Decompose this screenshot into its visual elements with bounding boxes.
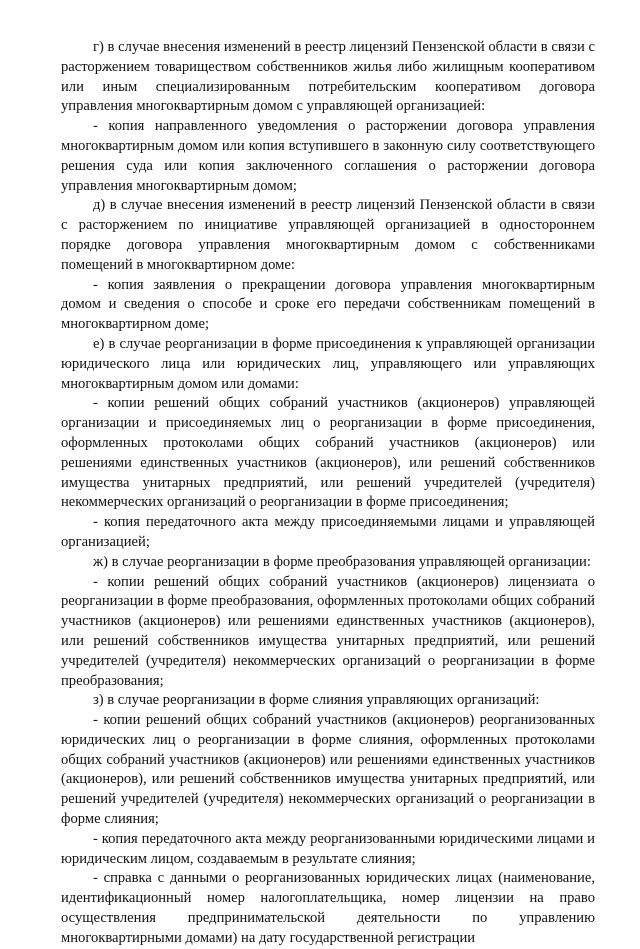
- paragraph-item-e-transfer-act: - копия передаточного акта между присоединяемыми лицами и управляющей организацией;: [61, 514, 595, 550]
- paragraph-item-e: е) в случае реорганизации в форме присоединения к управляющей организации юридического лица или юридических лиц, управляющего или управляющих многоквартирным домом или домами:: [61, 335, 595, 392]
- paragraph-item-z-transfer-act: - копия передаточного акта между реорганизованными юридическими лицами и юридическим лицом, создаваемым в результате слияния;: [61, 830, 595, 867]
- document-page: [61, 38, 595, 949]
- paragraph-item-zh: ж) в случае реорганизации в форме преобразования управляющей организации:: [93, 553, 591, 570]
- paragraph-item-d: д) в случае внесения изменений в реестр лицензий Пензенской области в связи с расторжением по инициативе управляющей организацией в одностороннем порядке договора управления многоквартирным домом с собственниками помещений в многоквартирном доме:: [61, 197, 595, 273]
- paragraph-item-e-decisions: - копии решений общих собраний участников (акционеров) управляющей организации и присоединяемых лиц о реорганизации в форме присоединения, оформленных протоколами общих собраний участников (акционеров) или решениями единственных участников (акционеров), или решений собственников имущества унитарных предприятий, или решений учредителей (учредителя) некоммерческих организаций о реорганизации в форме присоединения;: [61, 395, 595, 511]
- paragraph-item-z-certificate: - справка с данными о реорганизованных юридических лицах (наименование, идентификационный номер налогоплательщика, номер лицензии на право осуществления предпринимательской деятельности по управлению многоквартирными домами) на дату государственной регистрации: [61, 870, 595, 946]
- paragraph-item-g: г) в случае внесения изменений в реестр лицензий Пензенской области в связи с расторжением товариществом собственников жилья либо жилищным кооперативом или иным специализированным потребительским кооперативом договора управления многоквартирным домом с управляющей организацией:: [61, 39, 595, 115]
- paragraph-item-z-decisions: - копии решений общих собраний участников (акционеров) реорганизованных юридических лиц о реорганизации в форме слияния, оформленных протоколами общих собраний участников (акционеров) или решениями единственных участников (акционеров), или решений собственников имущества унитарных предприятий, или решений учредителей (учредителя) некоммерческих организаций о реорганизации в форме слияния;: [61, 712, 595, 828]
- paragraph-item-d-copy-statement: - копия заявления о прекращении договора управления многоквартирным домом и сведения о способе и сроке его передачи собственникам помещений в многоквартирном доме;: [61, 276, 595, 333]
- paragraph-item-g-copy-notice: - копия направленного уведомления о расторжении договора управления многоквартирным домом или копия вступившего в законную силу соответствующего решения суда или копия заключенного соглашения о расторжении договора управления многоквартирным домом;: [61, 118, 595, 194]
- paragraph-item-zh-decisions: - копии решений общих собраний участников (акционеров) лицензиата о реорганизации в форме преобразования, оформленных протоколами общих собраний участников (акционеров) или решениями единственных участников (акционеров), или решений собственников имущества унитарных предприятий, или решений учредителей (учредителя) некоммерческих организаций о реорганизации в форме преобразования;: [61, 573, 595, 689]
- paragraph-item-z: з) в случае реорганизации в форме слияния управляющих организаций:: [93, 692, 540, 709]
